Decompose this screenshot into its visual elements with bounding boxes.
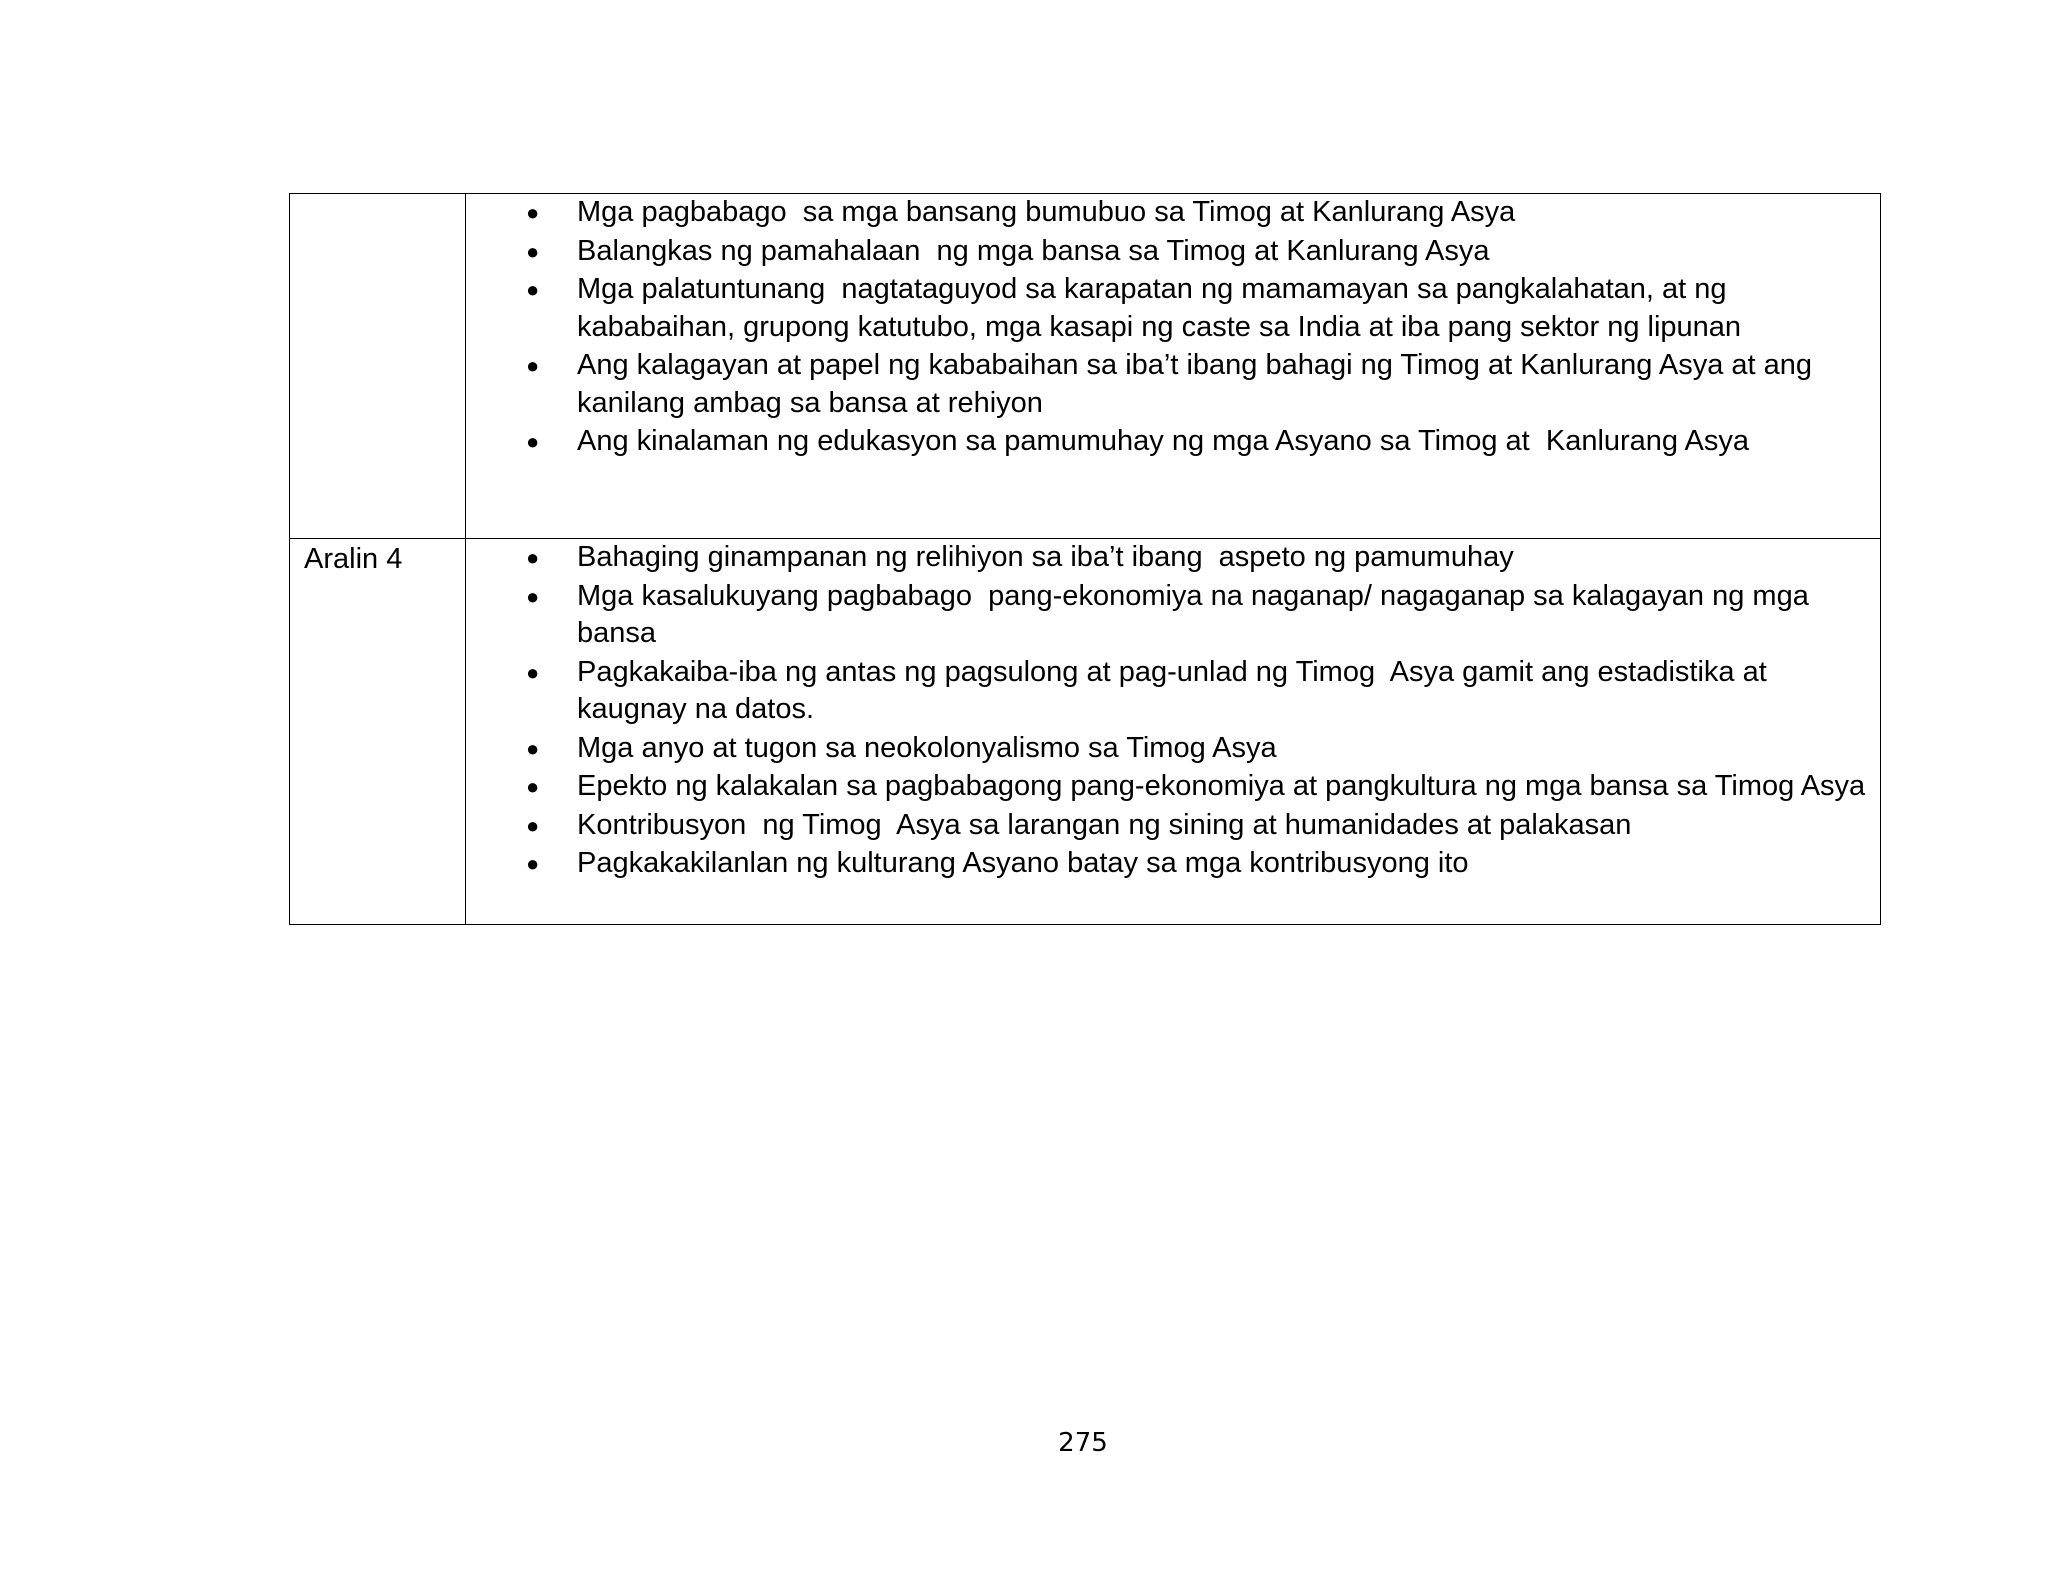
content-table [289,193,1881,925]
bullet-dot-icon: ● [526,429,540,454]
bullet-dot-icon: ● [526,238,540,264]
bullet-dot-icon: ● [526,735,540,761]
bullet-dot-icon: ● [526,659,540,685]
bullet-dot-icon: ● [526,353,540,378]
topic-list [466,194,1880,461]
topic-text: Pagkakakilanlan ng kulturang Asyano batay sa mga kontribusyong ito [577,847,1469,879]
topic-text: Ang kinalaman ng edukasyon sa pamumuhay ng mga Asyano sa Timog at Kanlurang Asya [577,425,1749,457]
table-row [290,194,1881,539]
lesson-label: Aralin 4 [304,543,403,575]
topic-text: Ang kalagayan at papel ng kababaihan sa iba’t ibang bahagi ng Timog at Kanlurang Asya at ang kanilang ambag sa bansa at rehiyon [577,349,1821,419]
list-item [466,730,1866,768]
list-item [466,845,1866,883]
page-number: 275 [1058,1428,1108,1458]
list-item [466,539,1866,577]
lesson-label-cell [290,194,466,539]
list-item [466,654,1866,729]
bullet-dot-icon: ● [526,583,540,609]
topic-text: Kontribusyon ng Timog Asya sa larangan ng sining at humanidades at palakasan [577,808,1632,841]
table-row [290,539,1881,925]
topic-text: Mga kasalukuyang pagbabago pang-ekonomiya na naganap/ nagaganap sa kalagayan ng mga bansa [577,579,1817,649]
topics-cell [466,539,1881,925]
list-item [466,768,1866,806]
topic-text: Mga pagbabago sa mga bansang bumubuo sa Timog at Kanlurang Asya [577,196,1516,228]
bullet-dot-icon: ● [526,277,540,302]
topic-text: Balangkas ng pamahalaan ng mga bansa sa Timog at Kanlurang Asya [577,234,1490,267]
topic-text: Pagkakaiba-iba ng antas ng pagsulong at pag-unlad ng Timog Asya gamit ang estadistika at kaugnay na datos. [577,655,1775,725]
bullet-dot-icon: ● [526,851,540,876]
topic-list [466,539,1880,883]
list-item [466,194,1866,232]
bullet-dot-icon: ● [526,200,540,225]
list-item [466,347,1866,422]
bullet-dot-icon: ● [526,774,540,799]
list-item [466,271,1866,346]
topic-text: Mga palatuntunang nagtataguyod sa karapatan ng mamamayan sa pangkalahatan, at ng kababaihan, grupong katutubo, mga kasapi ng caste sa India at iba pang sektor ng lipunan [577,273,1742,343]
topic-text: Mga anyo at tugon sa neokolonyalismo sa Timog Asya [577,731,1277,764]
lesson-label-cell [290,539,466,925]
topic-text: Bahaging ginampanan ng relihiyon sa iba’t ibang aspeto ng pamumuhay [577,541,1514,573]
bullet-dot-icon: ● [526,545,540,570]
list-item [466,233,1866,271]
lesson-label [290,194,465,195]
list-item [466,423,1866,461]
bullet-dot-icon: ● [526,812,540,838]
topic-text: Epekto ng kalakalan sa pagbabagong pang-ekonomiya at pangkultura ng mga bansa sa Timog Asya [577,770,1866,802]
topics-cell [466,194,1881,539]
list-item [466,807,1866,845]
list-item [466,578,1866,653]
